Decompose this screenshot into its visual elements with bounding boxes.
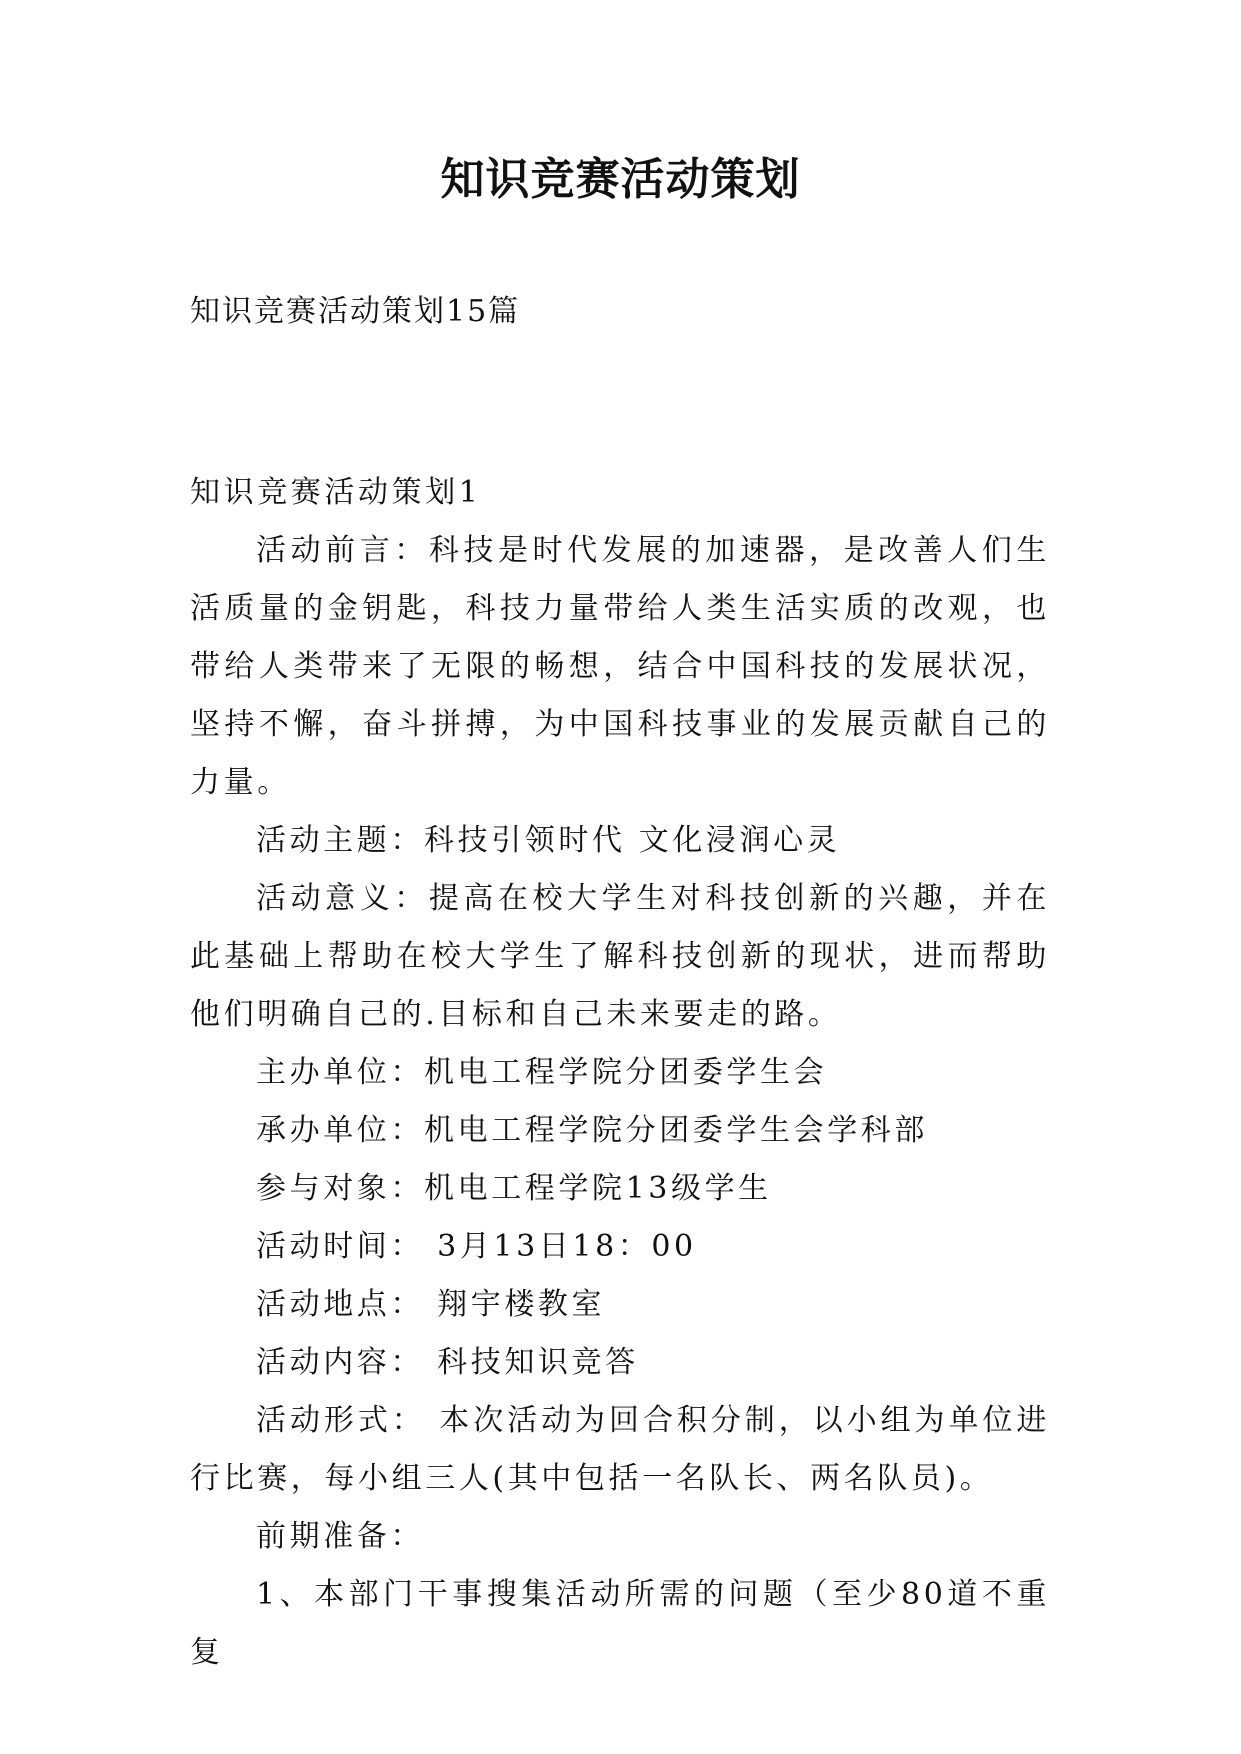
document-body <box>190 464 1050 1682</box>
paragraph-organizer: 承办单位：机电工程学院分团委学生会学科部 <box>256 1113 928 1148</box>
paragraph-participants: 参与对象：机电工程学院13级学生 <box>256 1171 772 1206</box>
document-subtitle: 知识竞赛活动策划15篇 <box>190 294 521 329</box>
paragraph-format: 活动形式： 本次活动为回合积分制，以小组为单位进行比赛，每小组三人(其中包括一名队长、两名队员)。 <box>190 1403 1050 1496</box>
paragraph-content: 活动内容： 科技知识竞答 <box>256 1345 639 1380</box>
paragraph-host: 主办单位：机电工程学院分团委学生会 <box>256 1055 828 1090</box>
paragraph-theme: 活动主题：科技引领时代 文化浸润心灵 <box>256 823 841 858</box>
paragraph-step-1: 1、本部门干事搜集活动所需的问题（至少80道不重复 <box>190 1577 1050 1670</box>
paragraph-location: 活动地点： 翔宇楼教室 <box>256 1287 606 1322</box>
paragraph-preface: 活动前言：科技是时代发展的加速器，是改善人们生活质量的金钥匙，科技力量带给人类生活实质的改观，也带给人类带来了无限的畅想，结合中国科技的发展状况，坚持不懈，奋斗拼搏，为中国科技事业的发展贡献自己的力量。 <box>190 533 1050 800</box>
paragraph-preparation: 前期准备： <box>256 1519 424 1554</box>
paragraph-significance: 活动意义：提高在校大学生对科技创新的兴趣，并在此基础上帮助在校大学生了解科技创新的现状，进而帮助他们明确自己的.目标和自己未来要走的路。 <box>190 881 1050 1032</box>
paragraph-time: 活动时间： 3月13日18：00 <box>256 1229 697 1264</box>
section-heading: 知识竞赛活动策划1 <box>190 475 482 510</box>
document-title: 知识竞赛活动策划 <box>440 154 801 205</box>
